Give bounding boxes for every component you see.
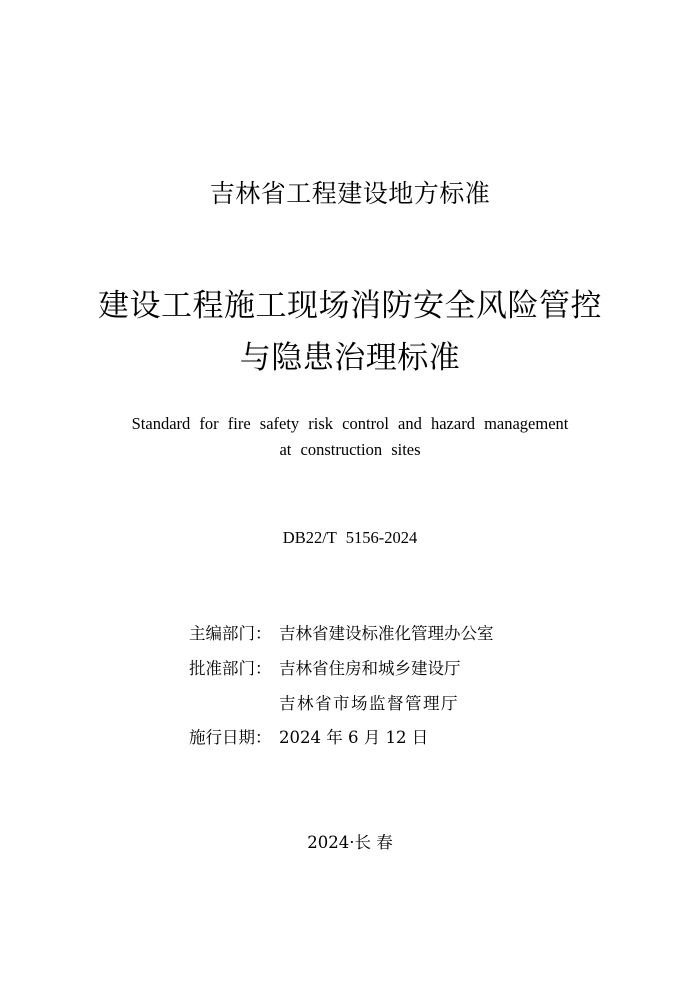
effective-date-row — [189, 726, 428, 750]
publication-place-year: 2024·长 春 — [307, 833, 393, 852]
approver-value-2: 吉林省市场监督管理厅 — [279, 694, 459, 713]
english-title-line-2: at construction sites — [279, 440, 421, 459]
approver-row-2 — [189, 692, 459, 716]
title-line-1: 建设工程施工现场消防安全风险管控 — [98, 288, 602, 324]
effective-date-value: 2024 年 6 月 12 日 — [279, 728, 429, 747]
editor-row — [189, 622, 494, 646]
standard-category: 吉林省工程建设地方标准 — [209, 179, 491, 208]
approver-row — [189, 657, 461, 681]
approver-label: 批准部门： — [189, 659, 272, 678]
approver-value-1: 吉林省住房和城乡建设厅 — [279, 659, 461, 678]
editor-label: 主编部门： — [189, 624, 272, 643]
standard-code: DB22/T 5156-2024 — [282, 528, 418, 547]
title-line-2: 与隐患治理标准 — [239, 340, 461, 376]
effective-date-label: 施行日期： — [189, 728, 272, 747]
english-title-line-1: Standard for fire safety risk control and hazard management — [131, 414, 569, 433]
editor-value: 吉林省建设标准化管理办公室 — [279, 624, 494, 643]
